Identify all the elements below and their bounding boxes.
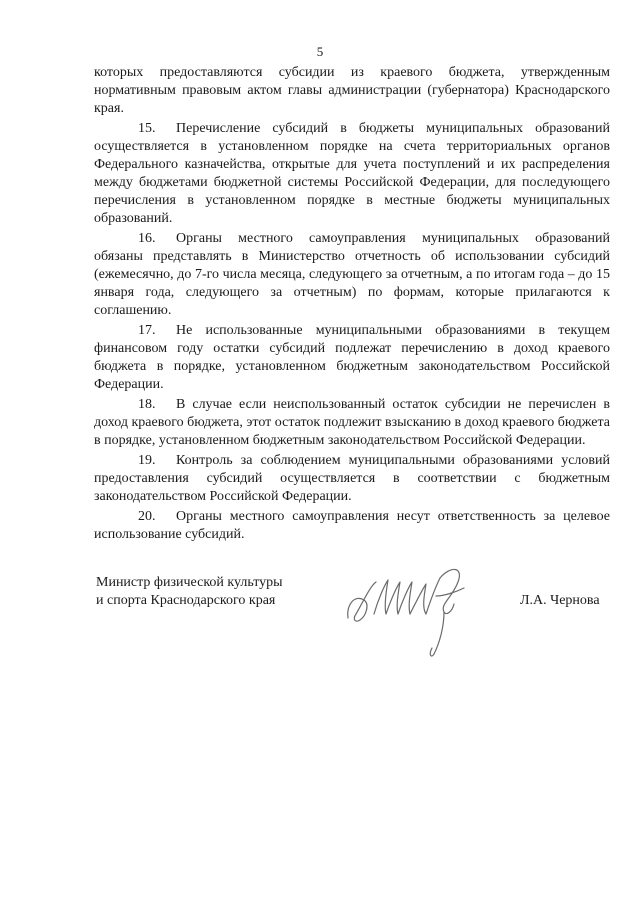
paragraph-text: Органы местного самоуправления несут ответственность за целевое использование субсидий. xyxy=(94,509,610,542)
paragraph-15 xyxy=(94,120,610,228)
position-line-1: Министр физической культуры xyxy=(96,575,283,590)
signatory-position xyxy=(96,574,283,610)
paragraph-text: Перечисление субсидий в бюджеты муниципальных образований осуществляется в установленном порядке на счета территориальных органов Федерального казначейства, открытые для учета поступлений и их распределения между бюджетами бюджетной системы Российской Федерации, для последующего перечисления в установленном порядке в местные бюджеты муниципальных образований. xyxy=(94,121,610,226)
paragraph-number: 18. xyxy=(138,397,156,412)
page-number: 5 xyxy=(316,44,324,59)
paragraph-number: 17. xyxy=(138,323,156,338)
paragraph-text: Органы местного самоуправления муниципальных образований обязаны представлять в Министерство отчетность об использовании субсидий (ежемесячно, до 7-го числа месяца, следующего за отчетным, а по итогам года – до 15 января года, следующего за отчетным) по формам, которые прилагаются к соглашению. xyxy=(94,231,610,318)
body-text xyxy=(94,64,610,546)
paragraph-text: Контроль за соблюдением муниципальными образованиями условий предоставления субсидий осуществляется в соответствии с бюджетным законодательством Российской Федерации. xyxy=(94,453,610,504)
paragraph-number: 20. xyxy=(138,509,156,524)
paragraph-19 xyxy=(94,452,610,506)
paragraph-text: В случае если неиспользованный остаток субсидии не перечислен в доход краевого бюджета, этот остаток подлежит взысканию в доход краевого бюджета в порядке, установленном бюджетным законодательством Российской Федерации. xyxy=(94,397,610,448)
paragraph-18 xyxy=(94,396,610,450)
signatory-name: Л.А. Чернова xyxy=(520,593,600,608)
handwritten-signature xyxy=(340,556,480,666)
paragraph-number: 15. xyxy=(138,121,156,136)
paragraph-text: Не использованные муниципальными образованиями в текущем финансовом году остатки субсидий подлежат перечислению в доход краевого бюджета в порядке, установленном бюджетным законодательством Российской Федерации. xyxy=(94,323,610,392)
intro-paragraph: которых предоставляются субсидии из краевого бюджета, утвержденным нормативным правовым актом главы администрации (губернатора) Краснодарского края. xyxy=(94,65,610,116)
paragraph-number: 19. xyxy=(138,453,156,468)
position-line-2: и спорта Краснодарского края xyxy=(96,593,276,608)
paragraph-16 xyxy=(94,230,610,320)
paragraph-17 xyxy=(94,322,610,394)
paragraph-20 xyxy=(94,508,610,544)
paragraph-number: 16. xyxy=(138,231,156,246)
